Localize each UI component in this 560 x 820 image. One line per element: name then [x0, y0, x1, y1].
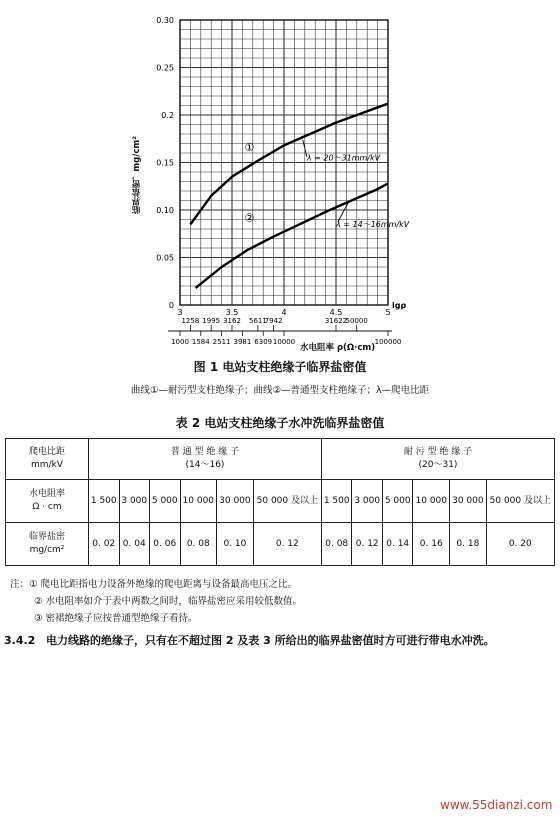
y-axis-label: 临界盐密，mg/cm² [132, 136, 142, 215]
x-tick-labels [168, 301, 406, 346]
curve-2-label: λ = 14～16mm/kV [336, 220, 410, 230]
table-cell: 1 500 [321, 480, 352, 523]
table-cell: 0. 06 [150, 523, 181, 566]
figure-caption: 图 1 电站支柱绝缘子临界盐密值 [193, 360, 367, 374]
table-cell: 5 000 [382, 480, 413, 523]
x-log-tick-label: 5 [385, 308, 391, 317]
table-cell: 50 000 及以上 [486, 480, 554, 523]
rho-tick-label: 1584 [191, 338, 210, 346]
y-tick-label: 0.15 [156, 158, 174, 168]
rho-tick-label: 5611 [248, 317, 267, 325]
table-cell: 0. 08 [321, 523, 352, 566]
normal-group-cell: 普 通 型 绝 缘 子 (14～16) [89, 439, 322, 480]
note-3: ③ 密裙绝缘子应按普通型绝缘子看待。 [34, 613, 198, 624]
rho-tick-label: 1995 [202, 317, 221, 325]
table-cell: 3 000 [119, 480, 150, 523]
rho-tick-label: 6309 [254, 338, 273, 346]
y-tick-label: 0.30 [156, 16, 174, 25]
table-row [6, 439, 555, 480]
table-cell: 30 000 [450, 480, 487, 523]
table-row [6, 523, 555, 566]
y-tick-label: 0 [168, 301, 174, 310]
table-notes [10, 576, 302, 627]
table-cell: 10 000 [413, 480, 450, 523]
figure-subcaption: 曲线①—耐污型支柱绝缘子；曲线②—普通型支柱绝缘子；λ—爬电比距 [130, 385, 430, 396]
rho-tick-label: 3981 [233, 338, 252, 346]
x-log-axis-label: lgρ [392, 301, 407, 310]
rho-tick-label: 31622 [324, 317, 348, 325]
curve-1 [190, 104, 388, 225]
note-1: 注：① 爬电比距指电力设备外绝缘的爬电距离与设备最高电压之比。 [10, 579, 298, 590]
x-log-tick-label: 4 [281, 308, 287, 317]
critical-salt-density-chart [0, 0, 560, 380]
x-log-tick-label: 3.5 [225, 308, 239, 317]
curve-1-marker: ① [244, 141, 255, 155]
table-cell: 0. 18 [450, 523, 487, 566]
table-cell: 1 500 [89, 480, 120, 523]
table-row [6, 480, 555, 523]
table-cell: 50 000 及以上 [253, 480, 321, 523]
rho-tick-label: 50000 [345, 317, 368, 325]
table-cell: 30 000 [217, 480, 254, 523]
chart-curves [190, 104, 388, 288]
creep-header-cell: 爬电比距 mm/kV [6, 439, 89, 480]
rho-tick-label: 3162 [223, 317, 241, 325]
y-tick-labels [156, 16, 174, 310]
rho-tick-label: 1000 [171, 338, 189, 346]
resistivity-header-cell: 水电阻率 Ω · cm [6, 480, 89, 523]
rho-tick-label: 1258 [181, 317, 200, 325]
rho-tick-label: 7942 [264, 317, 283, 325]
curve-2 [196, 183, 388, 288]
anti-pollution-group-cell: 耐 污 型 绝 缘 子 (20～31) [321, 439, 554, 480]
y-tick-label: 0.05 [156, 253, 174, 263]
note-2: ② 水电阻率如介于表中两数之间时，临界盐密应采用较低数值。 [34, 596, 303, 607]
curve-2-marker: ② [244, 211, 255, 225]
table-cell: 0. 20 [486, 523, 554, 566]
x-log-tick-label: 4.5 [329, 308, 343, 317]
table-cell: 0. 10 [217, 523, 254, 566]
clause-text: 电力线路的绝缘子，只有在不超过图 2 及表 3 所给出的临界盐密值时方可进行带电水冲洗。 [46, 634, 495, 647]
table-cell: 10 000 [180, 480, 217, 523]
watermark-text: www.55dianzi.com [440, 798, 553, 812]
salt-density-header-cell: 临界盐密 mg/cm² [6, 523, 89, 566]
x-axis-label: 水电阻率 ρ(Ω·cm) [300, 343, 376, 353]
table-cell: 0. 12 [352, 523, 383, 566]
table-cell: 3 000 [352, 480, 383, 523]
table-cell: 0. 16 [413, 523, 450, 566]
y-tick-label: 0.25 [156, 63, 174, 73]
table-cell: 0. 02 [89, 523, 120, 566]
y-tick-label: 0.10 [156, 206, 174, 215]
table-cell: 0. 08 [180, 523, 217, 566]
x-log-tick-label: 3 [177, 308, 183, 317]
table-cell: 5 000 [150, 480, 181, 523]
table-cell: 0. 04 [119, 523, 150, 566]
y-tick-label: 0.2 [161, 111, 174, 120]
table-caption: 表 2 电站支柱绝缘子水冲洗临界盐密值 [175, 416, 385, 430]
curve-1-label: λ = 20～31mm/kV [306, 153, 381, 163]
clause-number: 3.4.2 [4, 634, 36, 647]
critical-salt-table [5, 438, 555, 566]
rho-tick-label: 2511 [212, 338, 231, 346]
rho-tick-label: 100000 [374, 338, 402, 346]
table-cell: 0. 14 [382, 523, 413, 566]
rho-tick-label: 10000 [272, 338, 296, 346]
clause-3-4-2 [4, 632, 495, 648]
table-cell: 0. 12 [253, 523, 321, 566]
